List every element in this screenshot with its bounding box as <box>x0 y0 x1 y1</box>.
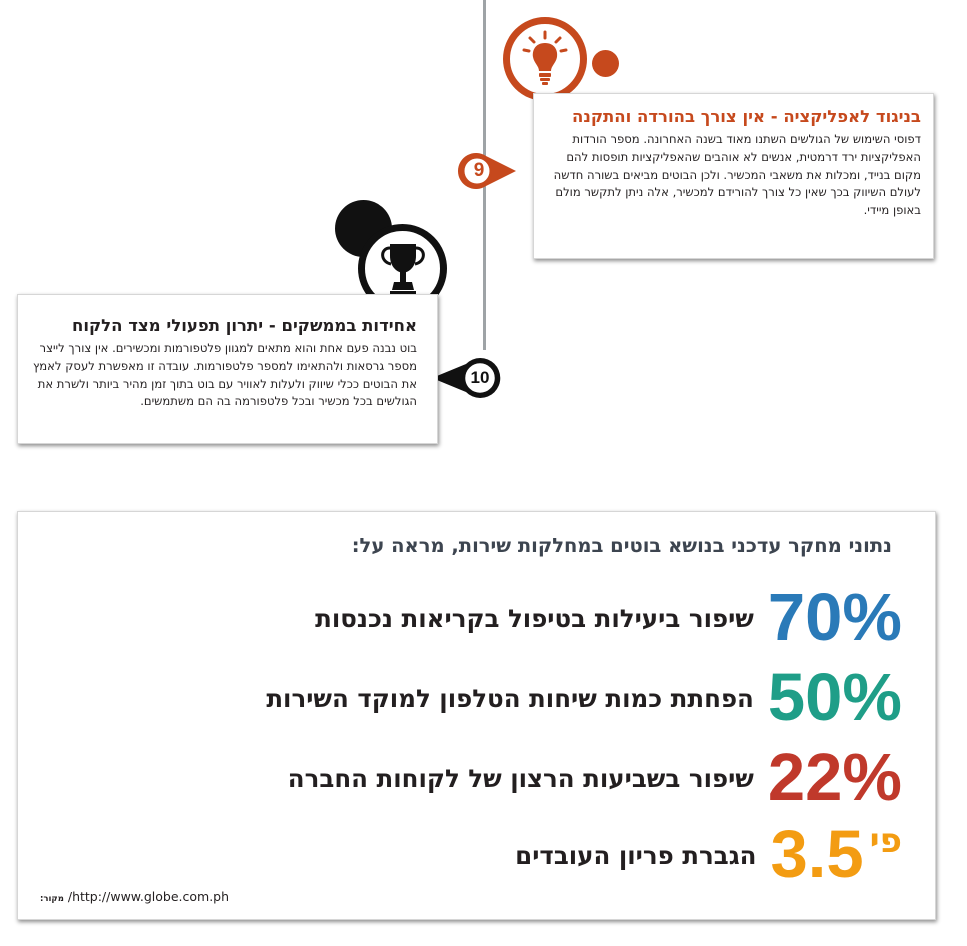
lightbulb-badge <box>503 17 587 101</box>
stat-row <box>315 578 902 658</box>
stat-row <box>515 815 902 895</box>
number-10: 10 <box>470 368 490 387</box>
stat-label: שיפור ביעילות בטיפול בקריאות נכנסות <box>315 603 754 633</box>
stats-title: נתוני מחקר עדכני בנושא בוטים במחלקות שירות, מראה על: <box>351 534 892 557</box>
source-url[interactable]: http://www.globe.com.ph/ <box>67 889 230 904</box>
item-body-9: דפוסי השימוש של הגולשים השתנו מאוד בשנה האחרונה. מספר הורדות האפליקציות ירד דרמטית, אנשים לא אוהבים שהאפליקציות תופסות להם מקום בנייד, ומכלות את משאבי המכשיר. ולכן הבוטים מביאים בשורה חדשה לעולם השיווק בכך שאין כל צורך להורידם למכשיר, אלה ניתן לתקשר מולם באופן מיידי. <box>553 132 921 218</box>
stat-value: 3.5 <box>770 817 864 892</box>
stat-value: 70% <box>767 580 902 655</box>
number-9: 9 <box>473 160 485 181</box>
stat-row <box>288 738 902 818</box>
orange-dot <box>592 50 619 77</box>
item-title-9: בניגוד לאפליקציה - אין צורך בהורדה והתקנה <box>572 107 921 126</box>
stat-label: הפחתת כמות שיחות הטלפון למוקד השירות <box>266 683 754 713</box>
stat-value: 50% <box>767 660 902 735</box>
stat-label: שיפור בשביעות הרצון של לקוחות החברה <box>287 763 754 793</box>
item-card-10 <box>17 294 438 444</box>
stat-row <box>266 658 902 738</box>
stats-panel <box>17 511 936 920</box>
item-body-10: בוט נבנה פעם אחת והוא מתאים למגוון פלטפורמות ומכשירים. אין צורך לייצר מספר גרסאות ולהתאימו למספר פלטפורמות. עובדה זו מאפשרת לעסק לאמץ את הבוטים ככלי שיווק ולעלות לאוויר עם בוט בתוך זמן מהיר ביותר ולשרת את הגולשים בכל מכשיר ובכל פלטפורמה בה הם משתמשים. <box>33 341 417 409</box>
stat-prefix: פי <box>869 821 902 861</box>
source-note <box>40 889 229 904</box>
stat-label: הגברת פריון העובדים <box>515 840 757 870</box>
lightbulb-icon <box>520 30 570 88</box>
stat-value: 22% <box>767 740 902 815</box>
item-card-9 <box>533 93 934 259</box>
source-label: מקור: <box>40 894 64 904</box>
trophy-icon <box>378 240 428 298</box>
item-title-10: אחידות בממשקים - יתרון תפעולי מצד הלקוח <box>72 316 417 335</box>
